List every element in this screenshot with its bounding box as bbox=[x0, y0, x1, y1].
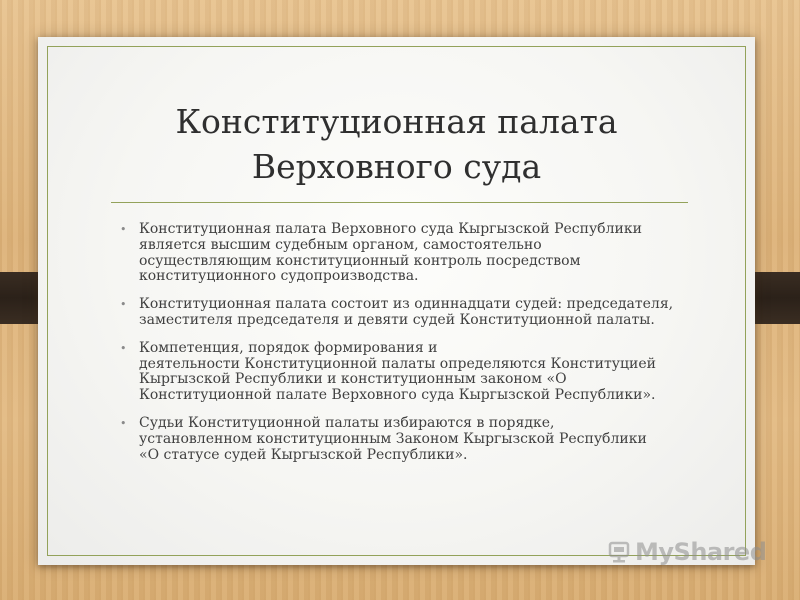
bullet-item bbox=[122, 341, 707, 404]
bullet-text-line: конституционного судопроизводства. bbox=[139, 268, 419, 285]
bullet-text-line: Конституционная палата Верховного суда Кыргызской Республики bbox=[139, 221, 642, 237]
myshared-watermark-text: MyShared bbox=[635, 538, 767, 566]
bullet-dot-icon: • bbox=[120, 298, 127, 312]
slide-title bbox=[38, 99, 755, 189]
background-dark-strip-left bbox=[0, 272, 40, 324]
slide-title-line: Конституционная палата bbox=[175, 102, 618, 141]
bullet-dot-icon: • bbox=[120, 416, 127, 430]
bullet-text-line: Конституционной палате Верховного суда Кыргызской Республики». bbox=[139, 387, 656, 404]
bullet-text-line: Кыргызской Республики и конституционным законом «О bbox=[139, 371, 567, 388]
bullet-text-line: является высшим судебным органом, самостоятельно bbox=[139, 236, 542, 253]
bullet-text-line: установленном конституционным Законом Кыргызской Республики bbox=[139, 430, 647, 447]
bullet-text-line: заместителя председателя и девяти судей Конституционной палаты. bbox=[139, 311, 655, 328]
bullet-item bbox=[122, 222, 707, 285]
bullet-text-line: осуществляющим конституционный контроль посредством bbox=[139, 252, 581, 269]
bullet-text-line: «О статусе судей Кыргызской Республики». bbox=[139, 446, 468, 463]
title-divider bbox=[111, 202, 688, 203]
bullet-text-line: деятельности Конституционной палаты определяются Конституцией bbox=[139, 355, 656, 372]
bullet-item bbox=[122, 416, 707, 463]
bullet-dot-icon: • bbox=[120, 223, 127, 236]
slide-title-line: Верховного суда bbox=[251, 147, 542, 186]
bullet-item bbox=[122, 297, 707, 329]
bullet-text-line: Судьи Конституционной палаты избираются в порядке, bbox=[139, 414, 555, 431]
bullet-text-line: Конституционная палата состоит из одиннадцати судей: председателя, bbox=[139, 296, 674, 313]
bullet-dot-icon: • bbox=[120, 341, 127, 355]
slide bbox=[38, 37, 755, 565]
bullet-text-line: Компетенция, порядок формирования и bbox=[139, 339, 438, 356]
myshared-logo-icon bbox=[607, 540, 631, 564]
myshared-watermark[interactable] bbox=[607, 537, 766, 567]
bullet-list bbox=[122, 222, 707, 475]
